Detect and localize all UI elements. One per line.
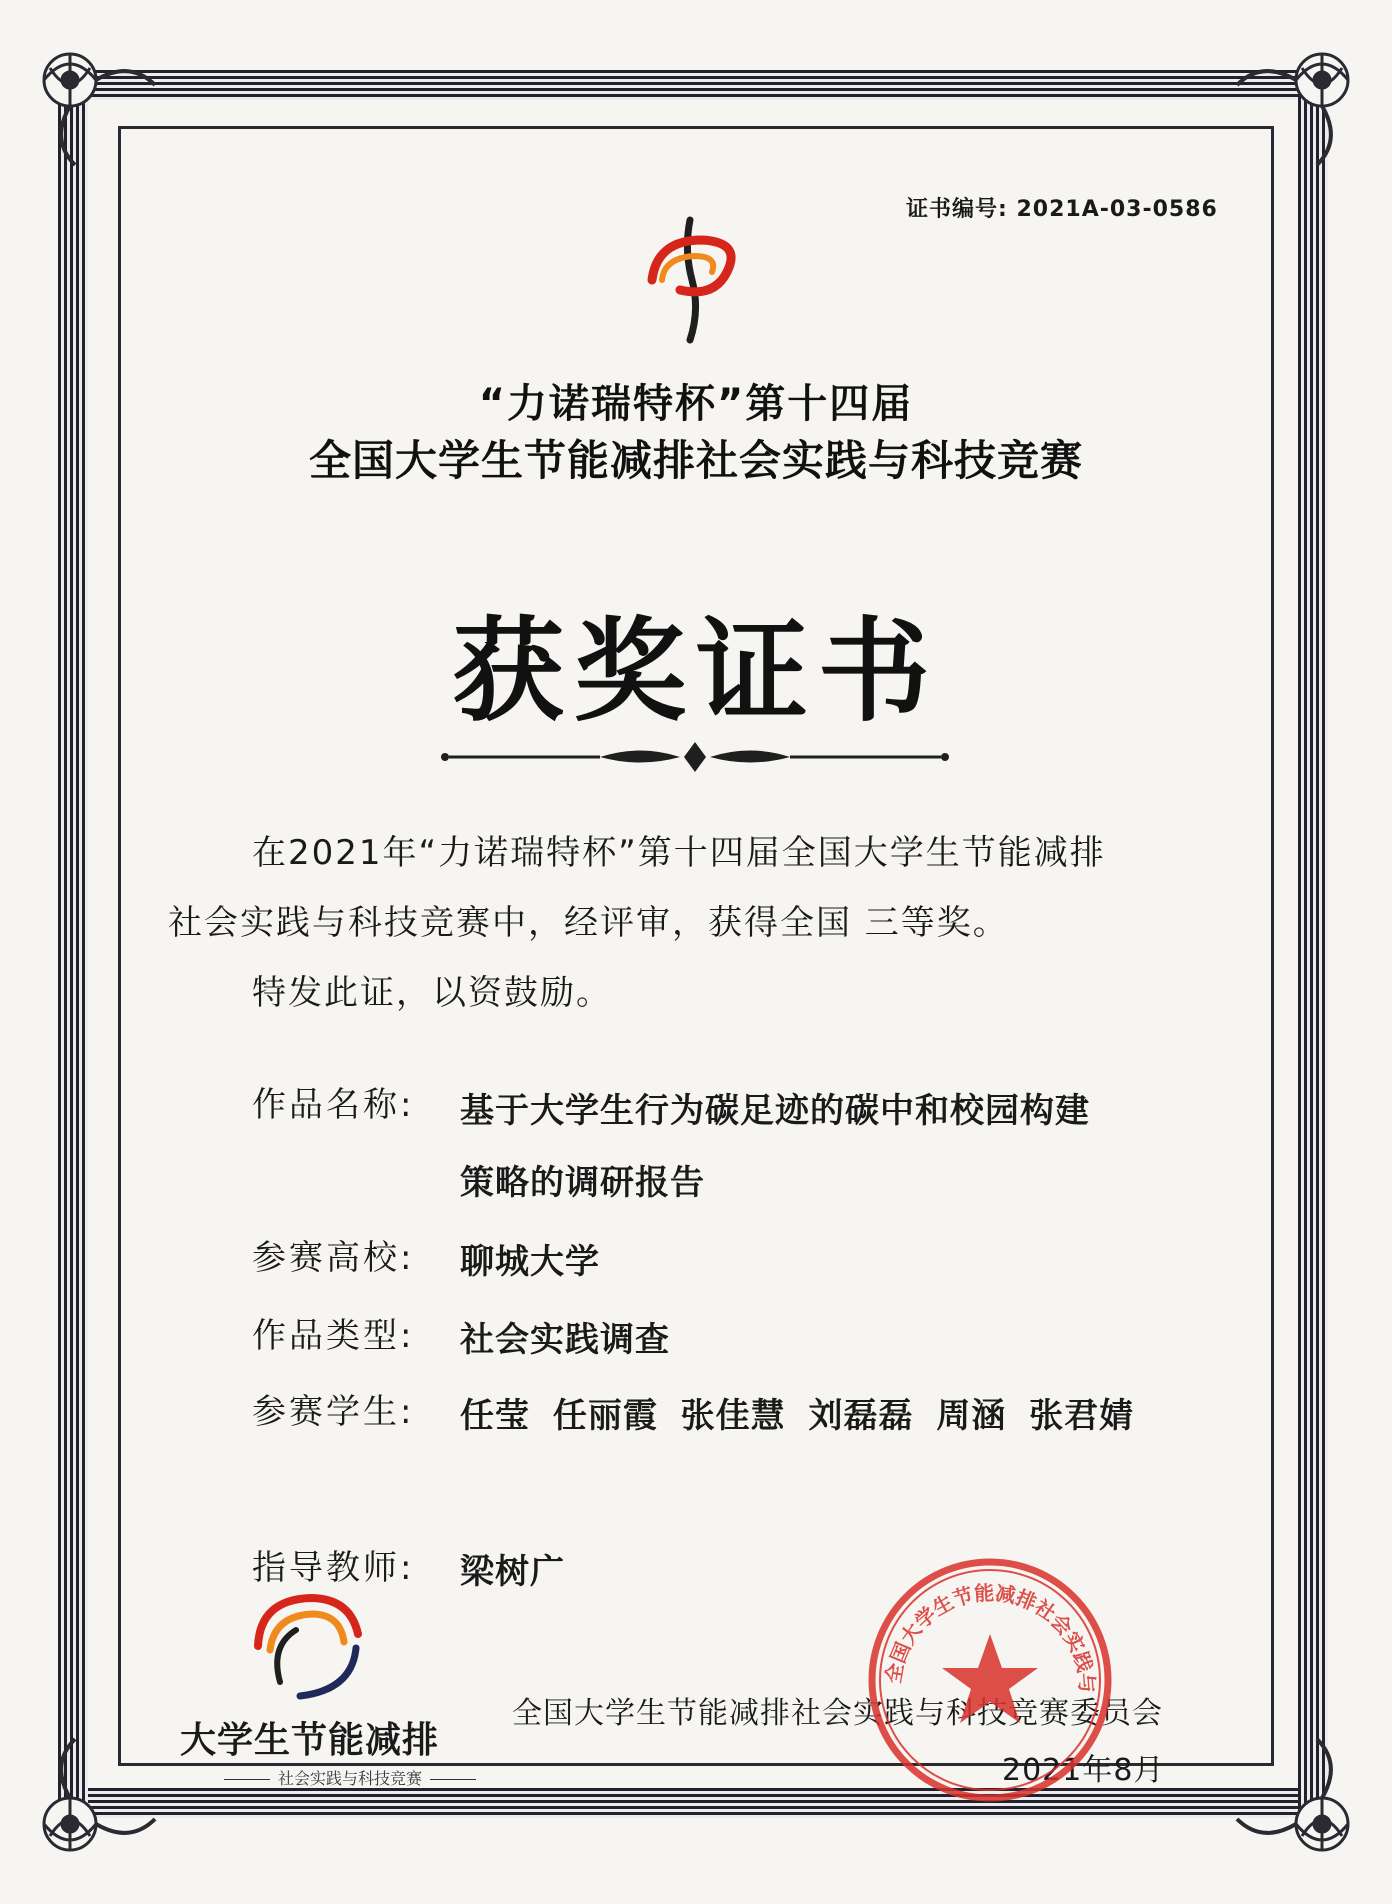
issue-date: 2021年8月 xyxy=(1002,1753,1165,1788)
certificate-number-value: 2021A-03-0586 xyxy=(1016,197,1218,222)
title-divider-ornament xyxy=(440,740,950,774)
energy-saving-logo-icon xyxy=(240,1586,370,1704)
competition-logo-icon xyxy=(632,210,752,345)
school-value: 聊城大学 xyxy=(460,1242,600,1282)
work-type-value: 社会实践调查 xyxy=(460,1320,670,1360)
advisor-value: 梁树广 xyxy=(460,1552,565,1592)
work-name-value-line1: 基于大学生行为碳足迹的碳中和校园构建 xyxy=(460,1091,1090,1131)
students-value: 任莹 任丽霞 张佳慧 刘磊磊 周涵 张君婧 xyxy=(460,1396,1135,1436)
competition-title-line2: 全国大学生节能减排社会实践与科技竞赛 xyxy=(308,436,1083,485)
certificate-main-title: 获奖证书 xyxy=(452,607,940,737)
corner-ornament-icon xyxy=(1232,1734,1362,1864)
corner-ornament-icon xyxy=(1232,40,1362,170)
work-type-label: 作品类型: xyxy=(252,1316,415,1356)
competition-title-line1: “力诺瑞特杯”第十四届 xyxy=(478,381,914,427)
seal-text: 全国大学生节能减排社会实践与 xyxy=(880,1580,1100,1694)
corner-ornament-icon xyxy=(30,1734,160,1864)
frame-right-border xyxy=(1298,70,1328,1818)
frame-bottom-border xyxy=(58,1788,1328,1818)
award-paragraph-line1: 在2021年“力诺瑞特杯”第十四届全国大学生节能减排 xyxy=(252,833,1106,873)
certificate-number xyxy=(906,192,1218,223)
bottom-logo-subtitle: 社会实践与科技竞赛 xyxy=(216,1766,484,1789)
advisor-label: 指导教师: xyxy=(252,1548,415,1588)
frame-left-border xyxy=(58,70,88,1818)
work-name-label: 作品名称: xyxy=(252,1085,415,1125)
students-label: 参赛学生: xyxy=(252,1392,415,1432)
issuer-name: 全国大学生节能减排社会实践与科技竞赛委员会 xyxy=(512,1696,1163,1731)
award-paragraph-line2: 社会实践与科技竞赛中，经评审，获得全国 三等奖。 xyxy=(168,903,1009,943)
work-name-value-line2: 策略的调研报告 xyxy=(460,1163,705,1203)
official-seal-icon xyxy=(860,1550,1120,1810)
award-paragraph-line3: 特发此证，以资鼓励。 xyxy=(252,973,612,1013)
school-label: 参赛高校: xyxy=(252,1238,415,1278)
bottom-logo-title: 大学生节能减排 xyxy=(180,1720,440,1761)
frame-top-border xyxy=(58,70,1328,100)
corner-ornament-icon xyxy=(30,40,160,170)
certificate-number-label: 证书编号: xyxy=(906,197,1008,222)
